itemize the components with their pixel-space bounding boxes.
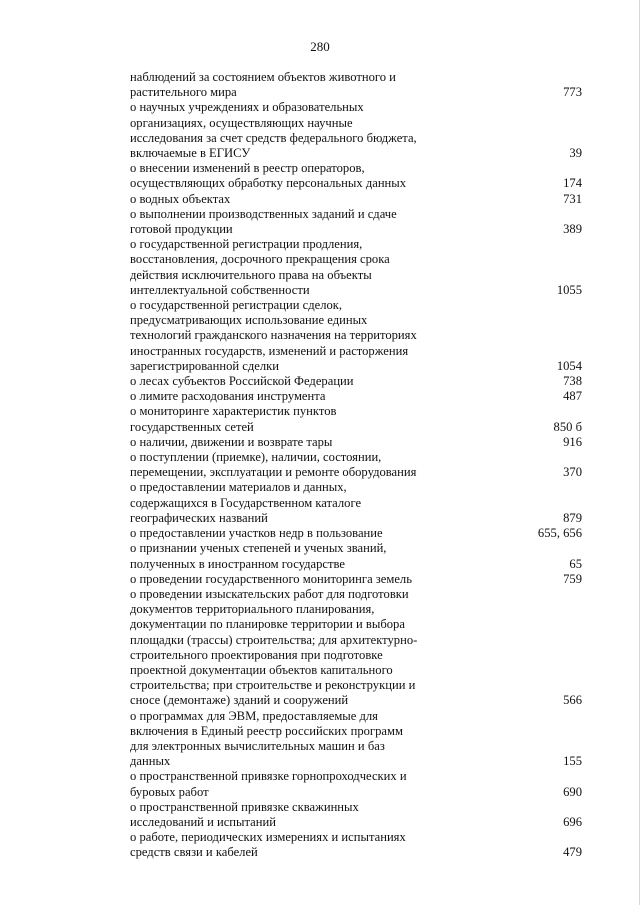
entry-text: о лимите расходования инструмента	[130, 389, 326, 404]
index-entry	[130, 100, 582, 161]
entry-text: о поступлении (приемке), наличии, состоянии, перемещении, эксплуатации и ремонте оборудования	[130, 450, 417, 480]
index-entry	[130, 435, 582, 450]
entry-page-number: 690	[563, 784, 582, 799]
entry-page-number: 174	[563, 176, 582, 191]
entry-page-number: 389	[563, 222, 582, 237]
index-entry	[130, 389, 582, 404]
entry-text: о проведении государственного мониторинга земель	[130, 571, 412, 586]
index-entry	[130, 709, 582, 770]
entry-page-number: 370	[563, 465, 582, 480]
entry-text: о пространственной привязке скважинных исследований и испытаний	[130, 799, 359, 829]
entry-text: о выполнении производственных заданий и сдаче готовой продукции	[130, 206, 397, 237]
entry-page-number: 731	[563, 191, 582, 206]
entry-text: о мониторинге характеристик пунктов государственных сетей	[130, 404, 337, 434]
entry-text: о государственной регистрации сделок, предусматривающих использование единых технологий гражданского назначения на территориях иностранных государств, изменений и расторжения зарегистрированной сделки	[130, 298, 417, 373]
index-entry	[130, 769, 582, 799]
index-entry	[130, 541, 582, 571]
page-number: 280	[310, 39, 330, 54]
entry-text: наблюдений за состоянием объектов животного и растительного мира	[130, 70, 396, 100]
index-entry	[130, 298, 582, 374]
entry-text: о пространственной привязке горнопроходческих и буровых работ	[130, 769, 407, 799]
entry-text: о предоставлении материалов и данных, содержащихся в Государственном каталоге географических названий	[130, 480, 362, 525]
entry-text: о программах для ЭВМ, предоставляемые для включения в Единый реестр российских программ для электронных вычислительных машин и баз данных	[130, 708, 403, 769]
index-entry	[130, 480, 582, 526]
index-entry	[130, 161, 582, 191]
entry-page-number: 696	[563, 814, 582, 829]
index-entry	[130, 587, 582, 709]
entry-text: о научных учреждениях и образовательных организациях, осуществляющих научные исследования за счет средств федерального бюджета, включаемые в ЕГИСУ	[130, 100, 417, 161]
index-entry	[130, 207, 582, 237]
entry-page-number: 879	[563, 510, 582, 525]
entry-page-number: 479	[563, 845, 582, 860]
entry-text: о работе, периодических измерениях и испытаниях средств связи и кабелей	[130, 830, 406, 860]
entry-text: о предоставлении участков недр в пользование	[130, 526, 383, 541]
entry-page-number: 916	[563, 434, 582, 449]
entry-page-number: 1054	[556, 358, 582, 373]
entry-text: о водных объектах	[130, 191, 231, 206]
entry-text: о лесах субъектов Российской Федерации	[130, 374, 354, 389]
entry-text: о внесении изменений в реестр операторов, осуществляющих обработку персональных данных	[130, 161, 407, 191]
entry-page-number: 487	[563, 389, 582, 404]
entry-text: о наличии, движении и возврате тары	[130, 434, 333, 449]
index-entries	[130, 70, 582, 861]
index-entry	[130, 830, 582, 860]
entry-page-number: 738	[563, 374, 582, 389]
index-entry	[130, 374, 582, 389]
index-entry	[130, 800, 582, 830]
entry-text: о признании ученых степеней и ученых званий, полученных в иностранном государстве	[130, 541, 387, 571]
entry-page-number: 1055	[556, 282, 582, 297]
entry-page-number: 155	[563, 754, 582, 769]
index-entry	[130, 237, 582, 298]
index-entry	[130, 70, 582, 100]
entry-page-number: 759	[563, 571, 582, 586]
entry-page-number: 65	[569, 556, 582, 571]
index-entry	[130, 526, 582, 541]
entry-page-number: 566	[563, 693, 582, 708]
entry-page-number: 655, 656	[537, 526, 582, 541]
index-entry	[130, 450, 582, 480]
index-entry	[130, 572, 582, 587]
entry-text: о проведении изыскательских работ для подготовки документов территориального планирования, документации по планировке территории и выбора площадки (трассы) строительства; для архитектурно- строительного проектирования при подготовке проектной документации объектов капитального строительства; при строительстве и реконструкции и сносе (демонтаже) зданий и сооружений	[130, 586, 418, 708]
entry-page-number: 773	[563, 85, 582, 100]
entry-page-number: 850 б	[553, 419, 582, 434]
index-entry	[130, 404, 582, 434]
entry-text: о государственной регистрации продления, восстановления, досрочного прекращения срока действия исключительного права на объекты интеллектуальной собственности	[130, 237, 390, 297]
entry-page-number: 39	[569, 146, 582, 161]
index-entry	[130, 192, 582, 207]
